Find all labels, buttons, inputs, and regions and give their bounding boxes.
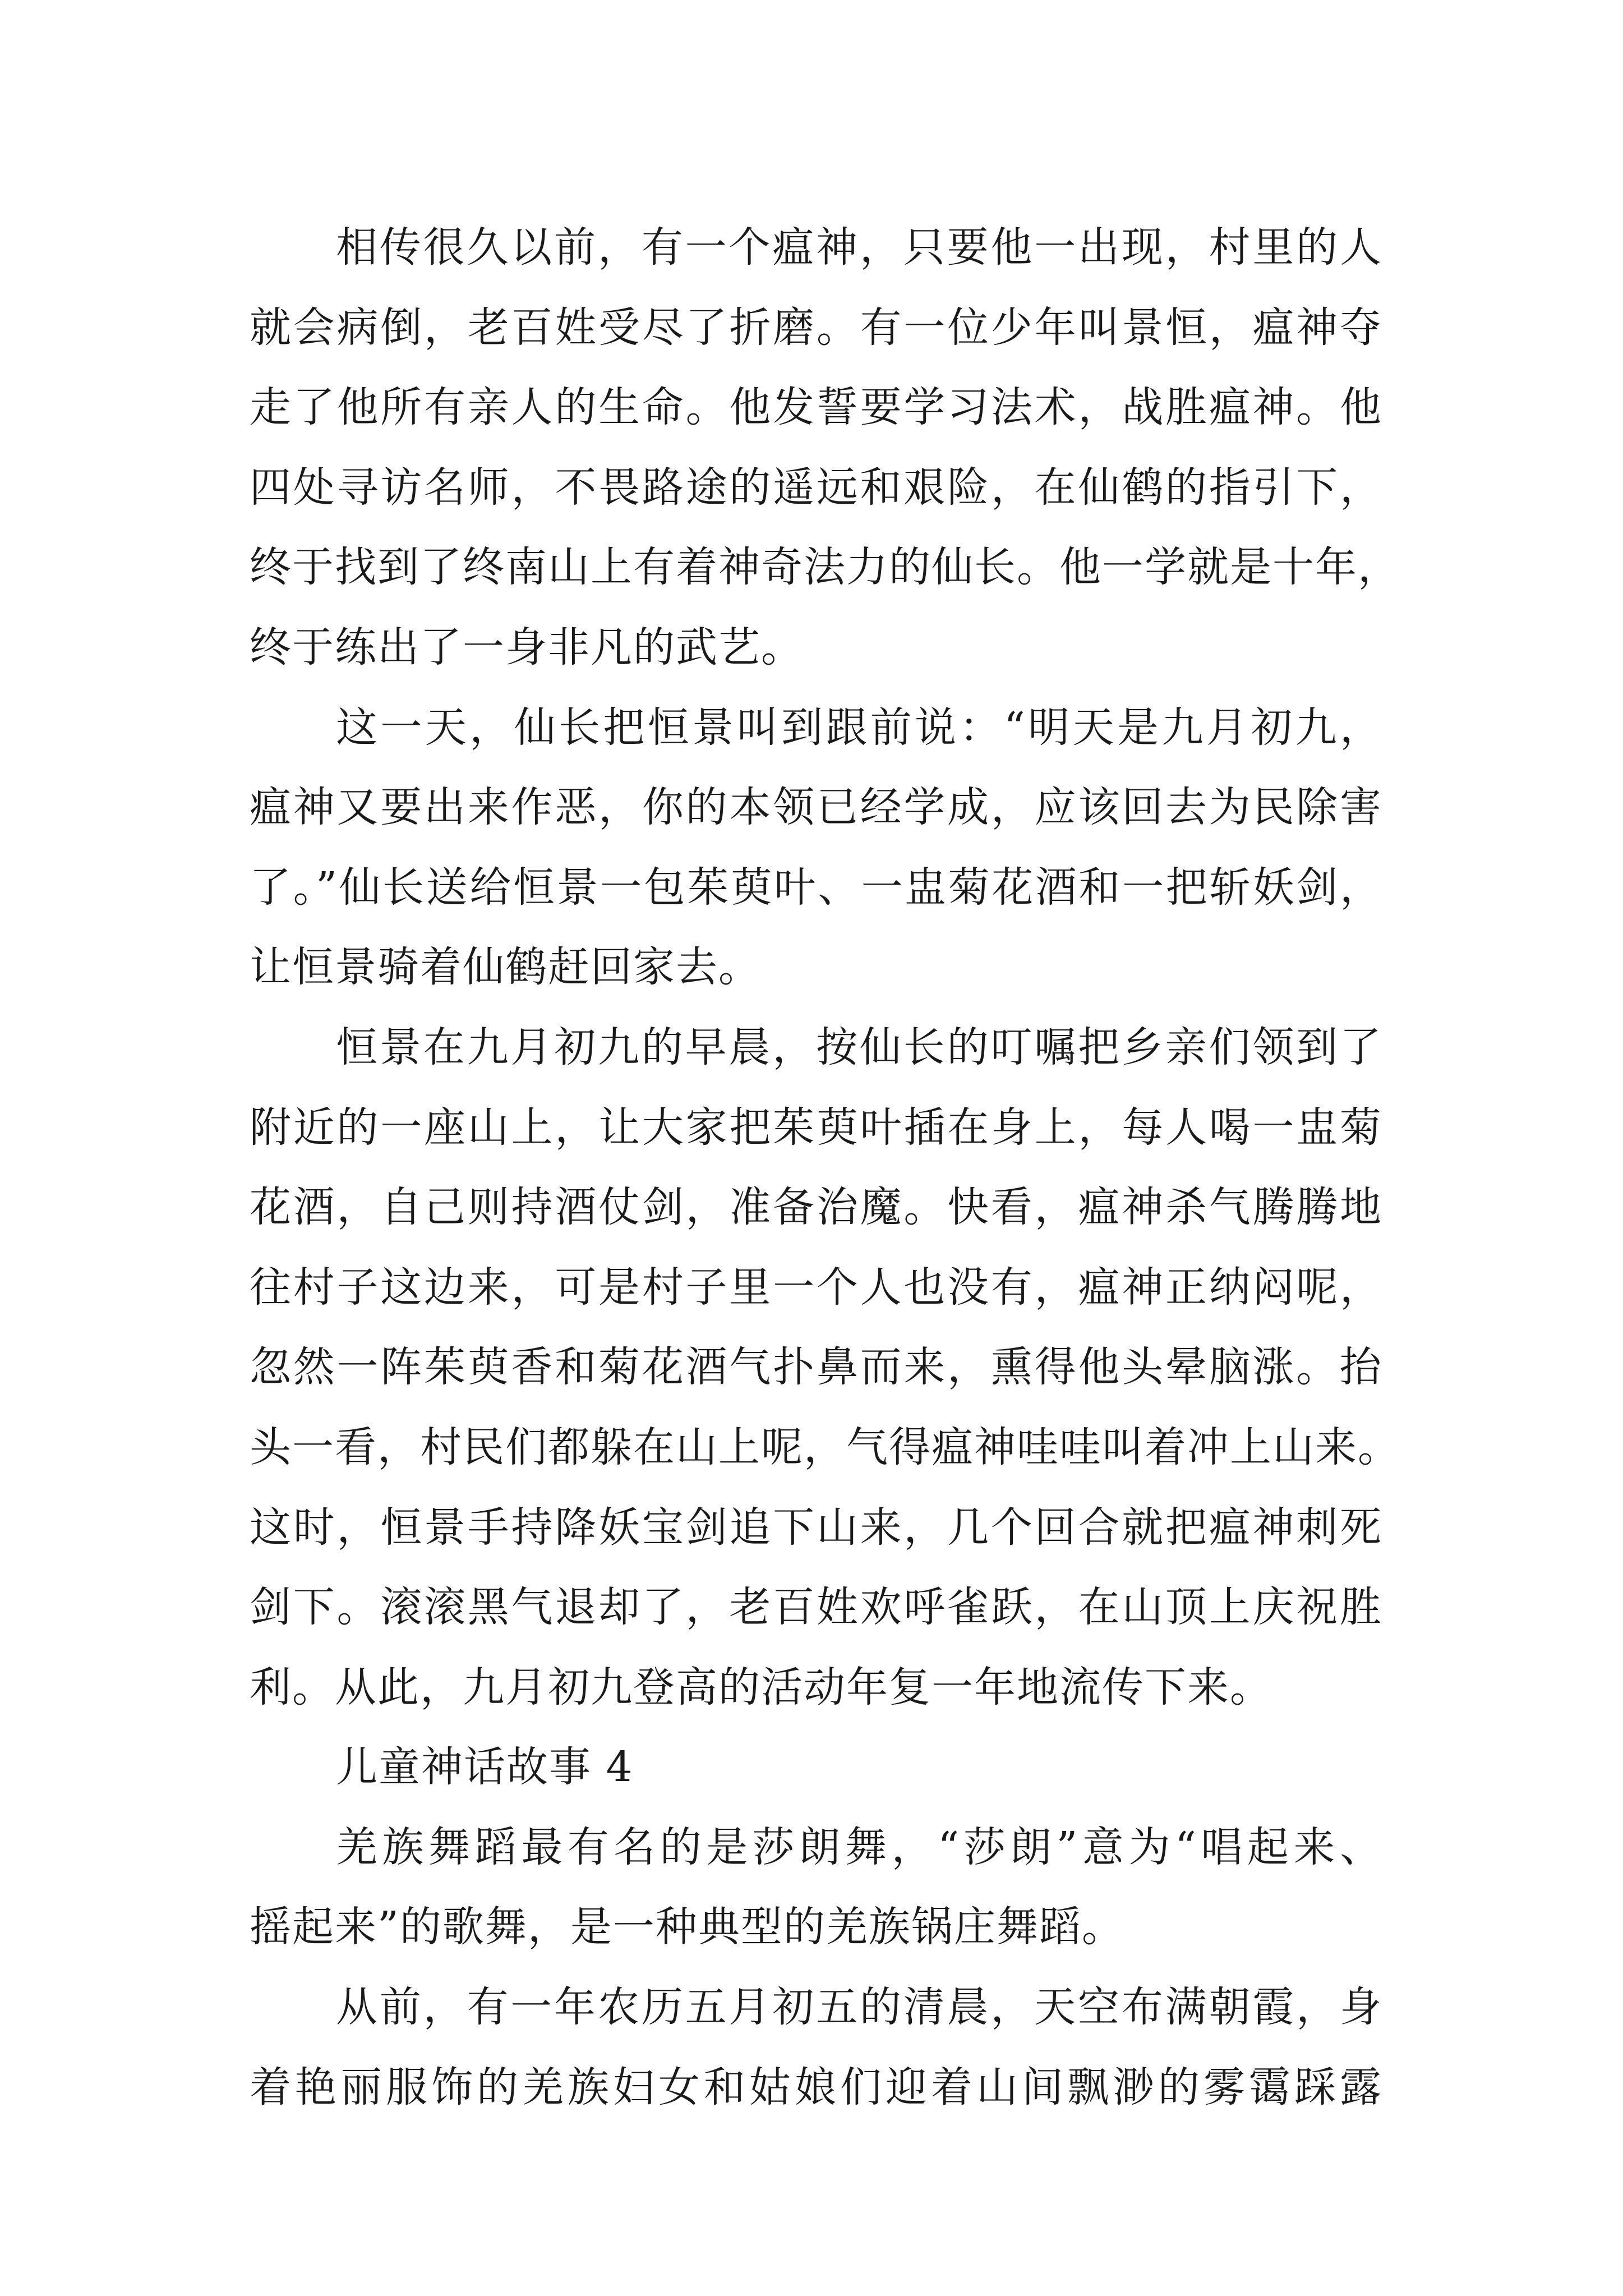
paragraph-line: 这时，恒景手持降妖宝剑追下山来，几个回合就把瘟神刺死 — [250, 1503, 1382, 1552]
paragraph-line: 头一看，村民们都躲在山上呢，气得瘟神哇哇叫着冲上山来。 — [250, 1423, 1400, 1471]
paragraph-line: 花酒，自己则持酒仗剑，准备治魔。快看，瘟神杀气腾腾地 — [250, 1183, 1382, 1232]
paragraph-line: 羌族舞蹈最有名的是莎朗舞，“莎朗”意为“唱起来、 — [336, 1823, 1382, 1871]
paragraph-line: 走了他所有亲人的生命。他发誓要学习法术，战胜瘟神。他 — [250, 383, 1382, 432]
paragraph-3 — [250, 1007, 1400, 1727]
paragraph-line: 这一天，仙长把恒景叫到跟前说：“明天是九月初九， — [336, 703, 1382, 752]
paragraph-line: 附近的一座山上，让大家把茱萸叶插在身上，每人喝一盅菊 — [250, 1103, 1382, 1152]
paragraph-line: 四处寻访名师，不畏路途的遥远和艰险，在仙鹤的指引下， — [250, 463, 1382, 512]
paragraph-line: 忽然一阵茱萸香和菊花酒气扑鼻而来，熏得他头晕脑涨。抬 — [250, 1343, 1382, 1392]
paragraph-line: 就会病倒，老百姓受尽了折磨。有一位少年叫景恒，瘟神夺 — [250, 303, 1382, 352]
paragraph-line: 从前，有一年农历五月初五的清晨，天空布满朝霞，身 — [336, 1983, 1382, 2032]
paragraph-line: 剑下。滚滚黑气退却了，老百姓欢呼雀跃，在山顶上庆祝胜 — [250, 1583, 1382, 1632]
paragraph-line: 瘟神又要出来作恶，你的本领已经学成，应该回去为民除害 — [250, 783, 1382, 832]
paragraph-line: 相传很久以前，有一个瘟神，只要他一出现，村里的人 — [336, 223, 1382, 272]
paragraph-line: 了。”仙长送给恒景一包茱萸叶、一盅菊花酒和一把斩妖剑， — [250, 863, 1382, 912]
paragraph-1 — [250, 208, 1400, 688]
paragraph-line: 着艳丽服饰的羌族妇女和姑娘们迎着山间飘渺的雾霭踩露 — [250, 2063, 1382, 2111]
paragraph-2 — [250, 688, 1382, 1007]
section-heading — [250, 1727, 1382, 1807]
paragraph-line: 终于练出了一身非凡的武艺。 — [250, 623, 804, 671]
document-body — [250, 208, 1400, 2127]
paragraph-5 — [250, 1967, 1382, 2127]
paragraph-line: 利。从此，九月初九登高的活动年复一年地流传下来。 — [250, 1663, 1272, 1711]
paragraph-line: 摇起来”的歌舞，是一种典型的羌族锅庄舞蹈。 — [250, 1903, 1124, 1952]
paragraph-line: 往村子这边来，可是村子里一个人也没有，瘟神正纳闷呢， — [250, 1263, 1382, 1312]
paragraph-line: 终于找到了终南山上有着神奇法力的仙长。他一学就是十年， — [250, 543, 1400, 592]
section-heading-text: 儿童神话故事 4 — [336, 1743, 634, 1792]
paragraph-4 — [250, 1807, 1382, 1967]
paragraph-line: 恒景在九月初九的早晨，按仙长的叮嘱把乡亲们领到了 — [336, 1023, 1382, 1071]
paragraph-line: 让恒景骑着仙鹤赶回家去。 — [250, 943, 761, 992]
